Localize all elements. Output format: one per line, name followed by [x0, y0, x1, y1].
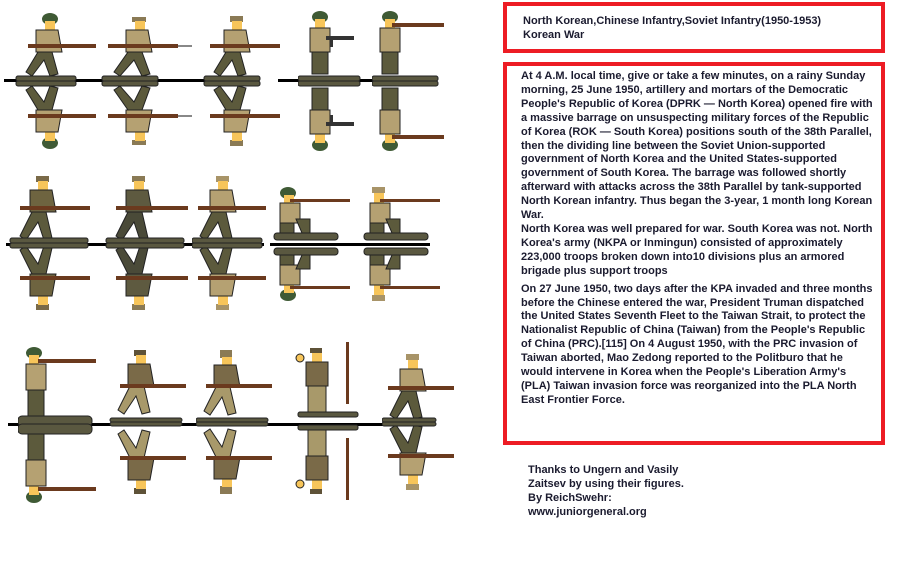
- paragraph-seventh-fleet: On 27 June 1950, two days after the KPA invaded and three months before the Chinese entered the war, President Truman dispatched the United States Seventh Fleet to the Taiwan Strait, to protect the Nationalist Republic of China (Taiwan) from the People's Republic of China (PRC).[115] On 4 August 1950, with the PRC invasion of Taiwan aborted, Mao Zedong reported to the Politburo that he would intervene in Korea when the People's Liberation Army's (PLA) Taiwan invasion force was reorganized into the PLA North East Frontier Force.: [521, 282, 873, 406]
- page-title: [523, 14, 821, 42]
- credits-line-1: Thanks to Ungern and Vasily: [528, 464, 679, 476]
- description-box: [503, 62, 885, 445]
- soldier-figure: [100, 6, 195, 156]
- title-line-2: Korean War: [523, 29, 585, 41]
- title-box: [503, 2, 885, 53]
- soldier-figure: [18, 344, 100, 504]
- soldier-figure: [272, 185, 352, 305]
- soldier-figure: [372, 6, 447, 156]
- credits-website-link[interactable]: www.juniorgeneral.org: [528, 506, 647, 518]
- soldier-figure: [286, 338, 366, 508]
- paragraph-invasion: At 4 A.M. local time, give or take a few minutes, on a rainy Sunday morning, 25 June 1950, artillery and mortars of the Democratic People's Republic of Korea (DPRK — North Korea) opened fire with a massive barrage on unsuspecting military forces of the Republic of Korea (ROK — South Korea) positions south of the 38th Parallel, then the dividing line between the Soviet Union-supported government of North Korea and the United States-supported government of South Korea. The barrage was followed shortly afterward with attacks across the 38th Parallel by tank-supported North Korean infantry. Thus began the 3-year, 1 month long Korean War.: [521, 70, 873, 222]
- soldier-figure: [298, 6, 368, 156]
- soldier-figure: [382, 352, 462, 502]
- description-text: [521, 70, 873, 408]
- soldier-figure: [200, 6, 290, 156]
- credits-line-2: Zaitsev by using their figures.: [528, 478, 684, 490]
- soldier-figure: [104, 172, 194, 322]
- title-line-1: North Korean,Chinese Infantry,Soviet Infantry(1950-1953): [523, 15, 822, 27]
- soldier-figure: [8, 172, 98, 322]
- soldier-figure: [196, 348, 276, 498]
- soldier-figure: [362, 185, 442, 305]
- soldier-figure: [108, 348, 188, 498]
- soldier-figure: [8, 6, 98, 156]
- soldier-figure: [192, 172, 267, 322]
- credits: [528, 463, 684, 519]
- credits-line-3: By ReichSwehr:: [528, 492, 612, 504]
- paragraph-preparedness: North Korea was well prepared for war. South Korea was not. North Korea's army (NKPA or Inmingun) consisted of approximately 223,000 troops broken down into10 divisions plus an armored brigade plus support troops: [521, 222, 873, 277]
